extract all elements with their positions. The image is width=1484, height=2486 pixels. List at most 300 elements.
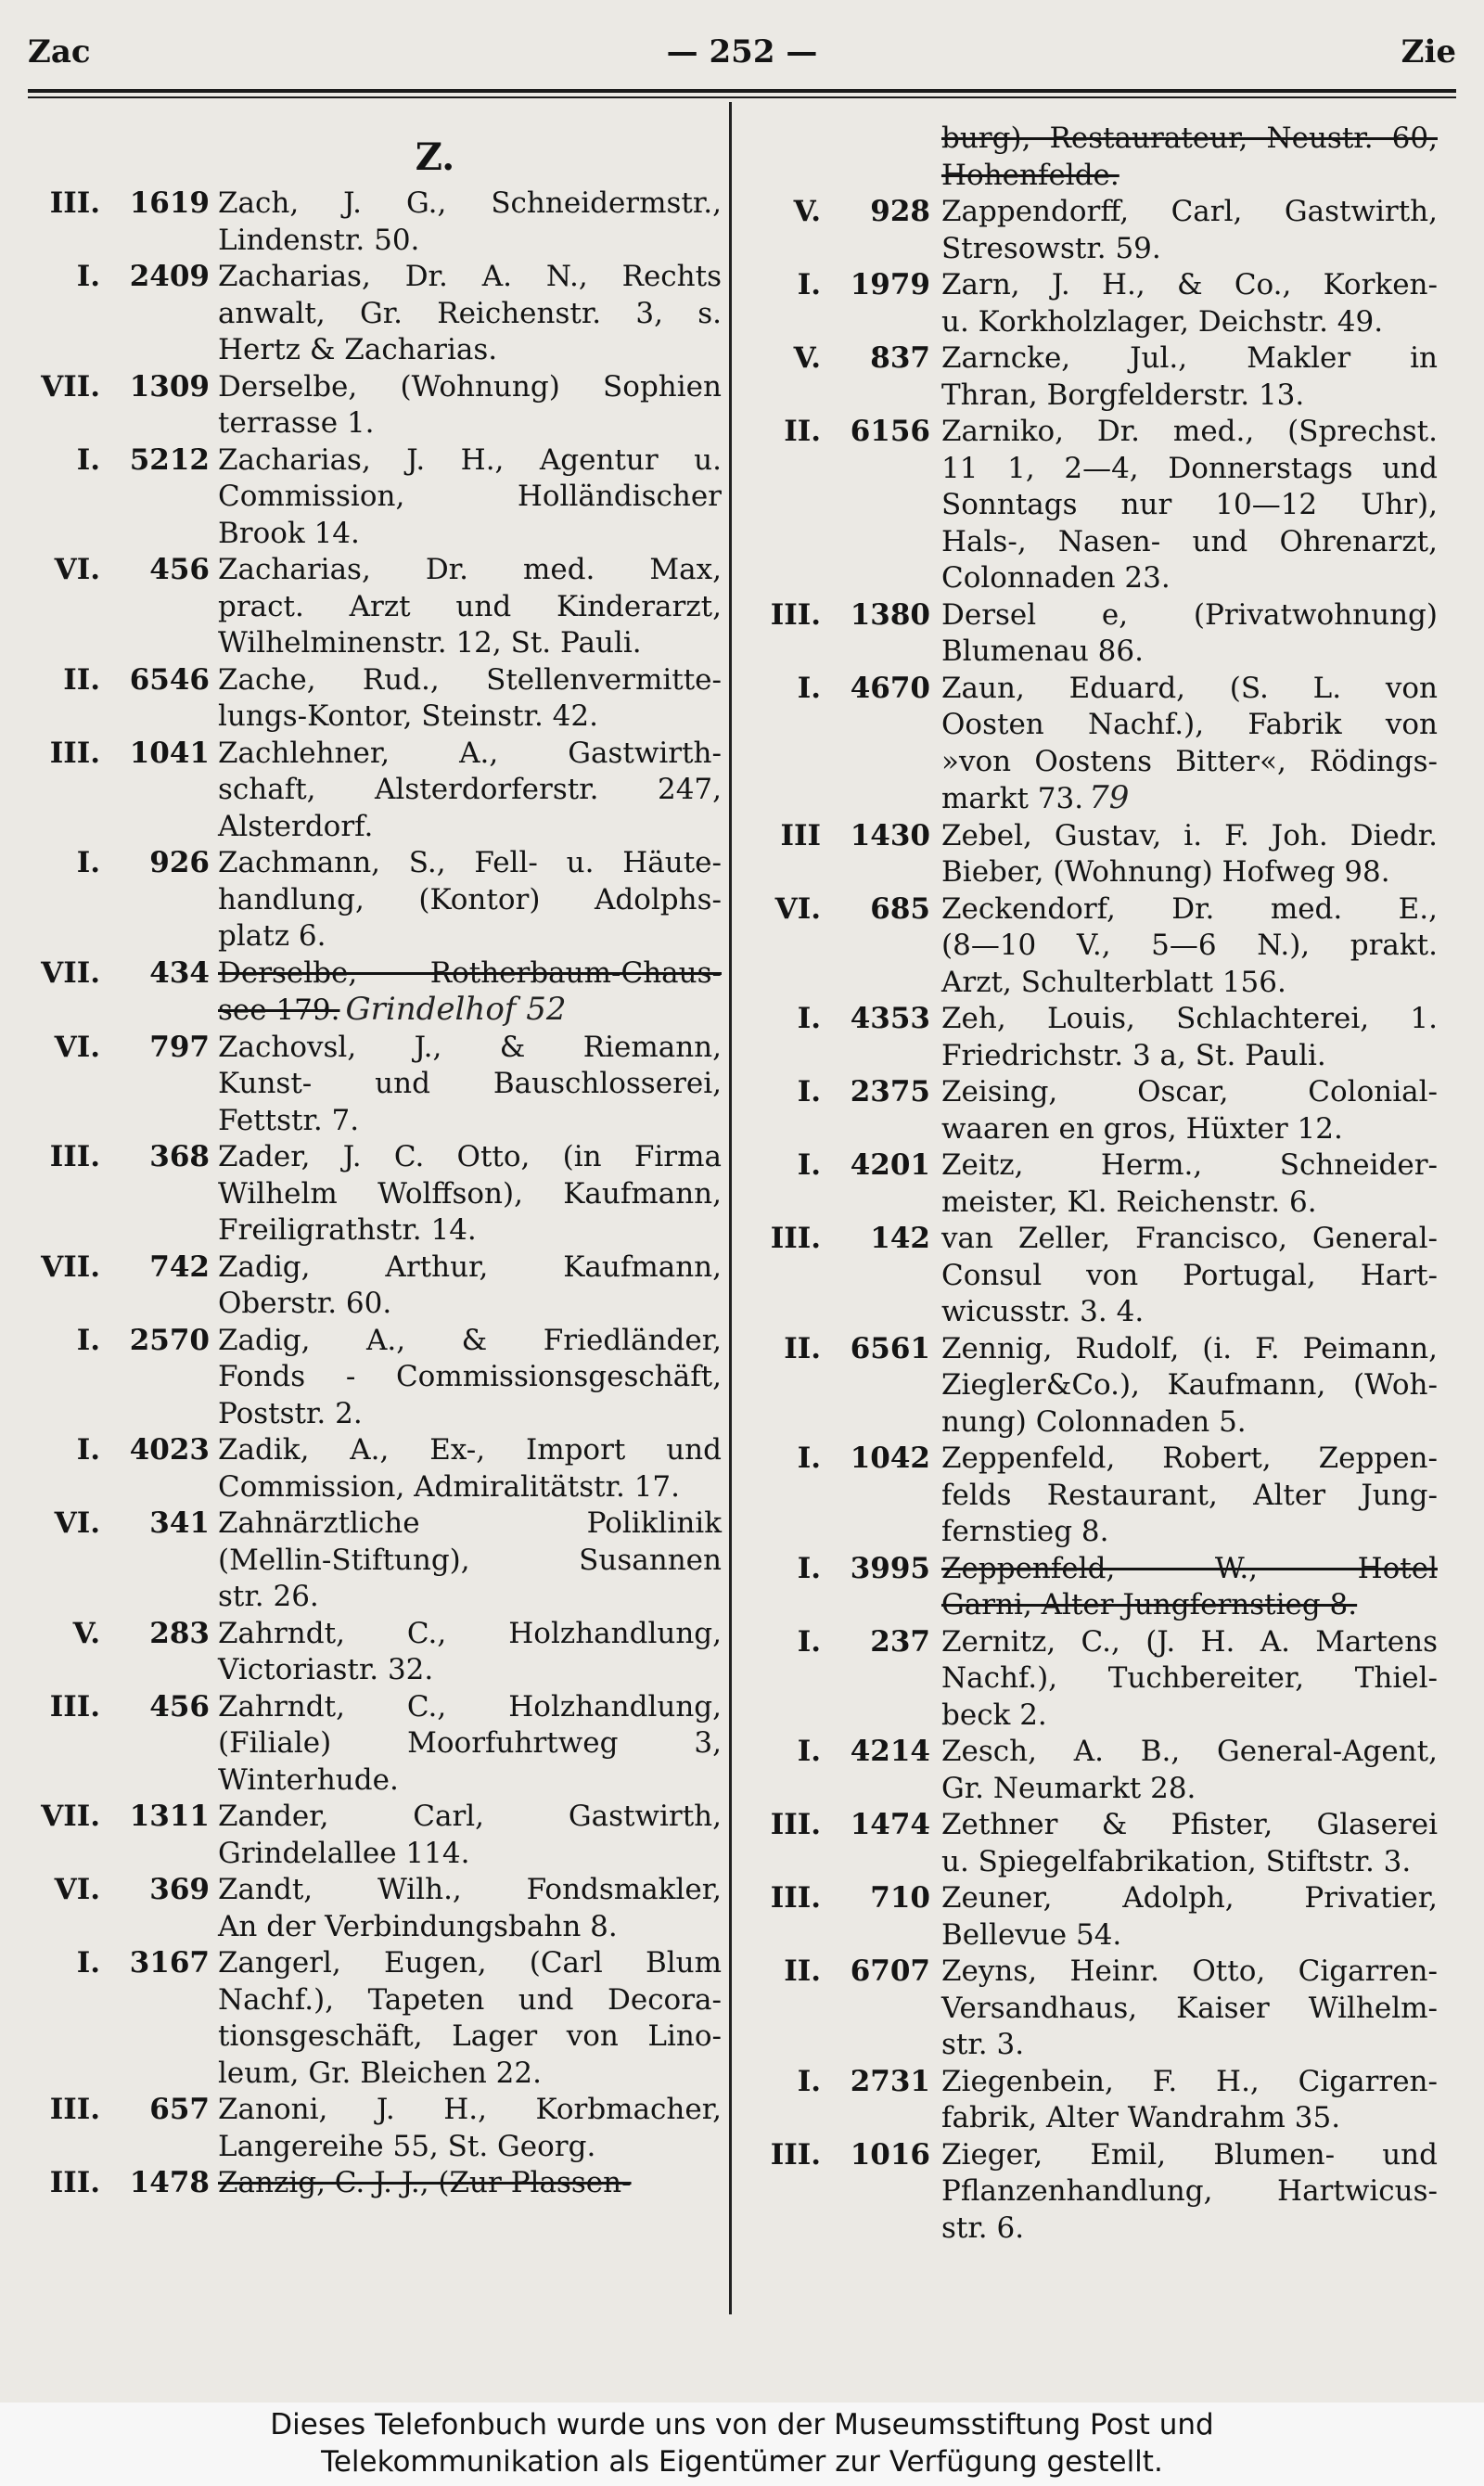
directory-entry xyxy=(28,259,722,369)
directory-entry xyxy=(737,1221,1438,1331)
phone-number xyxy=(28,369,218,406)
phone-number xyxy=(28,845,218,882)
directory-entry xyxy=(28,1139,722,1249)
exchange-district: III. xyxy=(770,597,821,632)
exchange-district: VII. xyxy=(41,1800,100,1833)
entry-text xyxy=(218,186,722,259)
exchange-district: I. xyxy=(76,846,100,879)
subscriber-number: 2375 xyxy=(850,1075,930,1108)
directory-entry xyxy=(28,1249,722,1323)
phone-number xyxy=(737,1074,941,1111)
directory-entry xyxy=(28,1799,722,1872)
exchange-district: II. xyxy=(784,1954,821,1988)
phone-number xyxy=(737,2137,941,2174)
directory-entry xyxy=(737,1880,1438,1954)
entry-line: handlung, (Kontor) Adolphs- xyxy=(218,882,722,916)
exchange-district: V. xyxy=(793,341,821,375)
entry-line: Zappendorff, Carl, Gastwirth, xyxy=(941,195,1438,228)
entry-line: Poststr. 2. xyxy=(218,1396,363,1430)
directory-entry xyxy=(28,1616,722,1689)
subscriber-number: 1042 xyxy=(850,1442,930,1475)
entry-line: »von Oostens Bitter«, Rödings- xyxy=(941,744,1438,778)
directory-entry xyxy=(28,186,722,259)
directory-entry xyxy=(737,1074,1438,1147)
entry-text xyxy=(941,1331,1438,1442)
entry-line: Blumenau 86. xyxy=(941,634,1144,668)
phone-number xyxy=(28,1945,218,1982)
entry-line: Hohenfelde. xyxy=(941,158,1119,192)
entry-line: Grindelallee 114. xyxy=(218,1836,470,1870)
entry-text xyxy=(218,552,722,662)
subscriber-number: 434 xyxy=(149,955,210,990)
footer-notice xyxy=(0,2403,1484,2486)
phone-number xyxy=(28,1689,218,1726)
directory-entry xyxy=(28,442,722,553)
entry-line: Zacharias, Dr. med. Max, xyxy=(218,553,722,586)
exchange-district: III. xyxy=(49,2166,100,2199)
phone-number xyxy=(737,194,941,231)
exchange-district: V. xyxy=(793,195,821,228)
subscriber-number: 368 xyxy=(149,1140,210,1173)
entry-text xyxy=(218,2165,722,2202)
entry-line: lungs-Kontor, Steinstr. 42. xyxy=(218,699,598,733)
phone-number xyxy=(737,891,941,929)
entry-line: Zeyns, Heinr. Otto, Cigarren- xyxy=(941,1954,1438,1988)
exchange-district: I. xyxy=(797,1148,821,1182)
exchange-district: VI. xyxy=(774,891,821,926)
entry-line: Zach, J. G., Schneidermstr., xyxy=(218,186,722,220)
entry-line: str. 6. xyxy=(941,2210,1025,2245)
entry-line: Garni, Alter Jungfernstieg 8. xyxy=(941,1588,1358,1621)
exchange-district: II. xyxy=(784,1331,821,1365)
entry-line: Consul von Portugal, Hart- xyxy=(941,1258,1438,1292)
entry-line: Brook 14. xyxy=(218,516,360,550)
right-column xyxy=(737,121,1438,2247)
phone-number xyxy=(28,186,218,223)
entry-line: Alsterdorf. xyxy=(218,809,374,843)
entry-line: Zahrndt, C., Holzhandlung, xyxy=(218,1616,722,1650)
entry-line: platz 6. xyxy=(218,919,326,953)
exchange-district: I. xyxy=(797,1075,821,1108)
entry-line: see 179. xyxy=(218,993,340,1027)
entry-line: Zanoni, J. H., Korbmacher, xyxy=(218,2093,722,2126)
subscriber-number: 2731 xyxy=(850,2064,930,2098)
exchange-district: III. xyxy=(49,1689,100,1724)
subscriber-number: 2570 xyxy=(129,1323,210,1357)
entry-text xyxy=(218,1323,722,1433)
entry-line: Pflanzenhandlung, Hartwicus- xyxy=(941,2174,1438,2208)
subscriber-number: 1430 xyxy=(850,818,930,852)
exchange-district: III. xyxy=(770,2137,821,2172)
directory-entry xyxy=(737,597,1438,671)
phone-number xyxy=(737,340,941,378)
entry-line: Zeising, Oscar, Colonial- xyxy=(941,1075,1438,1108)
entry-line: Zadig, A., & Friedländer, xyxy=(218,1323,722,1357)
exchange-district: I. xyxy=(76,442,100,477)
subscriber-number: 6156 xyxy=(850,415,930,448)
entry-line: Zahrndt, C., Holzhandlung, xyxy=(218,1689,722,1724)
entry-text xyxy=(218,1616,722,1689)
directory-entry xyxy=(737,1147,1438,1221)
directory-entry xyxy=(737,194,1438,267)
phone-number xyxy=(28,736,218,773)
directory-entry xyxy=(28,369,722,442)
entry-line: Bellevue 54. xyxy=(941,1917,1122,1952)
subscriber-number: 6561 xyxy=(850,1331,930,1365)
entry-line: str. 3. xyxy=(941,2028,1025,2061)
exchange-district: VII. xyxy=(41,1249,100,1284)
phone-number xyxy=(28,1616,218,1653)
subscriber-number: 4201 xyxy=(850,1148,930,1182)
entry-line: Commission, Holländischer xyxy=(218,480,722,513)
exchange-district: V. xyxy=(72,1616,100,1650)
directory-entry xyxy=(737,414,1438,597)
directory-entry xyxy=(28,2092,722,2165)
directory-entry xyxy=(28,845,722,955)
entry-text xyxy=(941,2137,1438,2248)
header-right-guide: Zie xyxy=(1401,33,1456,70)
handwritten-note: Grindelhof 52 xyxy=(345,991,567,1028)
header-left-guide: Zac xyxy=(28,33,91,70)
exchange-district: III. xyxy=(49,186,100,220)
entry-text xyxy=(941,1221,1438,1331)
entry-text xyxy=(941,1807,1438,1880)
exchange-district: I. xyxy=(76,260,100,293)
subscriber-number: 3167 xyxy=(129,1946,210,1980)
directory-entry xyxy=(28,1030,722,1140)
directory-entry xyxy=(737,671,1438,818)
entry-line: anwalt, Gr. Reichenstr. 3, s. xyxy=(218,296,722,330)
subscriber-number: 742 xyxy=(149,1249,210,1284)
entry-line: Zeh, Louis, Schlachterei, 1. xyxy=(941,1002,1438,1035)
entry-line: Arzt, Schulterblatt 156. xyxy=(941,965,1286,999)
phone-number xyxy=(28,1506,218,1543)
entry-line: Fettstr. 7. xyxy=(218,1103,360,1137)
exchange-district: II. xyxy=(63,662,100,697)
directory-entry xyxy=(737,1624,1438,1735)
phone-number xyxy=(737,414,941,451)
phone-number xyxy=(737,818,941,855)
phone-number xyxy=(737,1807,941,1844)
entry-line: Derselbe, Rotherbaum-Chaus- xyxy=(218,955,722,990)
entry-text xyxy=(218,1945,722,2092)
subscriber-number: 1041 xyxy=(129,736,210,770)
phone-number xyxy=(737,1954,941,1991)
entry-line: Zanzig, C. J. J., (Zur Plassen- xyxy=(218,2166,632,2199)
entry-line: wicusstr. 3. 4. xyxy=(941,1295,1145,1328)
entry-line: markt 73. xyxy=(941,782,1084,815)
exchange-district: I. xyxy=(797,1002,821,1035)
entry-line: Nachf.), Tuchbereiter, Thiel- xyxy=(941,1661,1438,1695)
entry-line: felds Restaurant, Alter Jung- xyxy=(941,1478,1438,1512)
section-letter: Z. xyxy=(415,135,455,179)
entry-line: Zarn, J. H., & Co., Korken- xyxy=(941,268,1438,301)
phone-number xyxy=(28,2092,218,2129)
entry-line: str. 26. xyxy=(218,1580,319,1613)
phone-number xyxy=(28,1139,218,1176)
phone-number xyxy=(28,1323,218,1360)
subscriber-number: 657 xyxy=(149,2093,210,2126)
entry-line: (Mellin-Stiftung), Susannen xyxy=(218,1543,722,1577)
entry-text xyxy=(941,818,1438,891)
entry-line: Bieber, (Wohnung) Hofweg 98. xyxy=(941,855,1390,889)
entry-line: (Filiale) Moorfuhrtweg 3, xyxy=(218,1726,722,1760)
exchange-district: III. xyxy=(770,1222,821,1255)
phone-number xyxy=(28,1249,218,1287)
entry-line: beck 2. xyxy=(941,1698,1047,1732)
subscriber-number: 5212 xyxy=(129,442,210,477)
exchange-district: I. xyxy=(797,671,821,705)
entry-line: terrasse 1. xyxy=(218,406,375,440)
directory-entry xyxy=(28,2165,722,2202)
entry-text xyxy=(941,1954,1438,2064)
entry-line: fabrik, Alter Wandrahm 35. xyxy=(941,2101,1341,2134)
entry-text xyxy=(218,442,722,553)
directory-entry xyxy=(737,121,1438,194)
entry-line: Zarncke, Jul., Makler in xyxy=(941,341,1438,375)
entry-line: Oosten Nachf.), Fabrik von xyxy=(941,708,1438,741)
exchange-district: III. xyxy=(49,736,100,770)
subscriber-number: 283 xyxy=(149,1616,210,1650)
directory-entry xyxy=(737,891,1438,1002)
entry-line: Zachlehner, A., Gastwirth- xyxy=(218,736,722,770)
subscriber-number: 369 xyxy=(149,1873,210,1906)
exchange-district: VI. xyxy=(54,1030,100,1064)
directory-entry xyxy=(28,955,722,1030)
entry-line: Hals-, Nasen- und Ohrenarzt, xyxy=(941,524,1438,558)
entry-text xyxy=(218,1030,722,1140)
entry-line: u. Korkholzlager, Deichstr. 49. xyxy=(941,304,1384,339)
phone-number xyxy=(737,1624,941,1661)
footer-line-2: Telekommunikation als Eigentümer zur Verfügung gestellt. xyxy=(321,2445,1163,2479)
entry-line: Freiligrathstr. 14. xyxy=(218,1213,477,1247)
directory-entry xyxy=(737,1807,1438,1880)
phone-number xyxy=(28,1872,218,1909)
entry-text xyxy=(218,1872,722,1945)
phone-number xyxy=(737,597,941,634)
entry-line: Lindenstr. 50. xyxy=(218,223,420,257)
exchange-district: I. xyxy=(76,1433,100,1467)
entry-line: An der Verbindungsbahn 8. xyxy=(218,1909,618,1943)
phone-number xyxy=(28,2165,218,2202)
exchange-district: I. xyxy=(797,268,821,301)
entry-line: Zeuner, Adolph, Privatier, xyxy=(941,1881,1438,1915)
entry-line: waaren en gros, Hüxter 12. xyxy=(941,1111,1343,1146)
entry-line: Fonds - Commissionsgeschäft, xyxy=(218,1360,722,1393)
subscriber-number: 6707 xyxy=(850,1954,930,1988)
phone-number xyxy=(737,1331,941,1368)
phone-number xyxy=(737,1441,941,1478)
entry-line: Zennig, Rudolf, (i. F. Peimann, xyxy=(941,1331,1438,1365)
exchange-district: I. xyxy=(797,2064,821,2098)
entry-line: van Zeller, Francisco, General- xyxy=(941,1222,1438,1255)
entry-line: nung) Colonnaden 5. xyxy=(941,1404,1247,1439)
entry-text xyxy=(218,1506,722,1616)
directory-entry xyxy=(28,1432,722,1506)
entry-line: meister, Kl. Reichenstr. 6. xyxy=(941,1185,1317,1219)
subscriber-number: 1474 xyxy=(850,1808,930,1841)
entry-line: Wilhelminenstr. 12, St. Pauli. xyxy=(218,626,642,660)
entry-line: (8—10 V., 5—6 N.), prakt. xyxy=(941,929,1438,962)
entry-line: Zadig, Arthur, Kaufmann, xyxy=(218,1249,722,1284)
exchange-district: VI. xyxy=(54,1506,100,1540)
directory-entry xyxy=(28,736,722,846)
subscriber-number: 4353 xyxy=(850,1002,930,1035)
entry-line: fernstieg 8. xyxy=(941,1515,1109,1548)
subscriber-number: 2409 xyxy=(129,260,210,293)
entry-line: u. Spiegelfabrikation, Stiftstr. 3. xyxy=(941,1844,1412,1878)
entry-text xyxy=(218,662,722,736)
entry-line: Versandhaus, Kaiser Wilhelm- xyxy=(941,1991,1438,2025)
phone-number xyxy=(28,1799,218,1836)
phone-number xyxy=(28,1432,218,1469)
phone-number xyxy=(28,955,218,993)
phone-number xyxy=(737,1734,941,1771)
phone-number xyxy=(28,442,218,480)
directory-entry xyxy=(737,2064,1438,2137)
entry-line: Zacharias, J. H., Agentur u. xyxy=(218,442,722,477)
entry-line: Victoriastr. 32. xyxy=(218,1653,434,1686)
directory-entry xyxy=(737,340,1438,414)
directory-entry xyxy=(737,1734,1438,1807)
column-divider xyxy=(729,102,732,2314)
directory-entry xyxy=(737,818,1438,891)
exchange-district: III. xyxy=(49,2093,100,2126)
entry-line: Stresowstr. 59. xyxy=(941,231,1161,265)
phone-number xyxy=(28,552,218,589)
exchange-district: I. xyxy=(797,1624,821,1659)
entry-text xyxy=(941,1441,1438,1551)
entry-line: Thran, Borgfelderstr. 13. xyxy=(941,378,1305,412)
phone-number xyxy=(737,1221,941,1258)
exchange-district: VII. xyxy=(41,369,100,404)
directory-entry xyxy=(28,1689,722,1800)
exchange-district: VI. xyxy=(54,1873,100,1906)
subscriber-number: 685 xyxy=(870,891,930,926)
entry-line: 11 1, 2—4, Donnerstags und xyxy=(941,451,1438,485)
entry-text xyxy=(941,891,1438,1002)
entry-text xyxy=(941,1624,1438,1735)
entry-text xyxy=(218,369,722,442)
entry-line: Zander, Carl, Gastwirth, xyxy=(218,1800,722,1833)
subscriber-number: 1478 xyxy=(129,2166,210,2199)
entry-line: Nachf.), Tapeten und Decora- xyxy=(218,1982,722,2017)
footer-line-1: Dieses Telefonbuch wurde uns von der Museumsstiftung Post und xyxy=(270,2408,1214,2441)
exchange-district: II. xyxy=(784,415,821,448)
entry-text xyxy=(941,671,1438,818)
exchange-district: I. xyxy=(797,1442,821,1475)
entry-line: Zachmann, S., Fell- u. Häute- xyxy=(218,846,722,879)
entry-text xyxy=(941,597,1438,671)
exchange-district: I. xyxy=(797,1735,821,1768)
directory-entry xyxy=(737,1441,1438,1551)
phone-number xyxy=(737,671,941,708)
subscriber-number: 1309 xyxy=(129,369,210,404)
entry-line: Zieger, Emil, Blumen- und xyxy=(941,2137,1438,2172)
entry-line: Zandt, Wilh., Fondsmakler, xyxy=(218,1873,722,1906)
entry-text xyxy=(218,1799,722,1872)
subscriber-number: 837 xyxy=(870,341,930,375)
exchange-district: III xyxy=(780,818,821,852)
directory-entry xyxy=(737,1001,1438,1074)
entry-line: Ziegler&Co.), Kaufmann, (Woh- xyxy=(941,1368,1438,1402)
entry-line: Zebel, Gustav, i. F. Joh. Diedr. xyxy=(941,818,1438,852)
entry-text xyxy=(941,1734,1438,1807)
entry-text xyxy=(218,955,722,1030)
entry-text xyxy=(941,1551,1438,1624)
entry-line: schaft, Alsterdorferstr. 247, xyxy=(218,773,722,806)
exchange-district: I. xyxy=(76,1323,100,1357)
entry-line: Zachovsl, J., & Riemann, xyxy=(218,1030,722,1064)
entry-line: leum, Gr. Bleichen 22. xyxy=(218,2056,542,2090)
entry-line: Gr. Neumarkt 28. xyxy=(941,1771,1196,1805)
entry-text xyxy=(218,845,722,955)
entry-line: Zangerl, Eugen, (Carl Blum xyxy=(218,1946,722,1980)
entry-text xyxy=(941,414,1438,597)
entry-line: pract. Arzt und Kinderarzt, xyxy=(218,589,722,623)
left-column xyxy=(28,130,722,2202)
exchange-district: VII. xyxy=(41,955,100,990)
phone-number xyxy=(28,662,218,699)
entry-text xyxy=(941,1074,1438,1147)
entry-line: Derselbe, (Wohnung) Sophien xyxy=(218,369,722,404)
entry-text xyxy=(218,1249,722,1323)
entry-text xyxy=(218,736,722,846)
directory-entry xyxy=(737,1954,1438,2064)
entry-line: Oberstr. 60. xyxy=(218,1287,392,1320)
entry-line: burg), Restaurateur, Neustr. 60, xyxy=(941,122,1438,155)
entry-line: Friedrichstr. 3 a, St. Pauli. xyxy=(941,1038,1326,1072)
subscriber-number: 6546 xyxy=(129,662,210,697)
subscriber-number: 1380 xyxy=(850,597,930,632)
phone-number xyxy=(737,1001,941,1038)
entry-line: Zaun, Eduard, (S. L. von xyxy=(941,671,1438,705)
entry-text xyxy=(218,1432,722,1506)
entry-text xyxy=(218,2092,722,2165)
directory-entry xyxy=(28,1945,722,2092)
entry-line: Zader, J. C. Otto, (in Firma xyxy=(218,1140,722,1173)
phone-number xyxy=(737,1147,941,1185)
subscriber-number: 1311 xyxy=(129,1800,210,1833)
phone-number xyxy=(28,1030,218,1067)
entry-text xyxy=(941,340,1438,414)
phone-number xyxy=(737,1551,941,1588)
directory-entry xyxy=(28,662,722,736)
entry-line: Kunst- und Bauschlosserei, xyxy=(218,1067,722,1100)
entry-line: Zeckendorf, Dr. med. E., xyxy=(941,891,1438,926)
entry-line: Ziegenbein, F. H., Cigarren- xyxy=(941,2064,1438,2098)
entry-line: tionsgeschäft, Lager von Lino- xyxy=(218,2019,722,2053)
directory-entry xyxy=(28,1323,722,1433)
entry-line: Zadik, A., Ex-, Import und xyxy=(218,1433,722,1467)
entry-text xyxy=(941,1001,1438,1074)
entry-line: Zernitz, C., (J. H. A. Martens xyxy=(941,1624,1438,1659)
phone-number xyxy=(737,1880,941,1917)
entry-line: Zeppenfeld, Robert, Zeppen- xyxy=(941,1442,1438,1475)
entry-text xyxy=(941,1880,1438,1954)
exchange-district: I. xyxy=(797,1551,821,1585)
directory-entry xyxy=(737,1331,1438,1442)
subscriber-number: 797 xyxy=(149,1030,210,1064)
entry-line: Wilhelm Wolffson), Kaufmann, xyxy=(218,1176,722,1211)
subscriber-number: 142 xyxy=(870,1222,930,1255)
directory-entry xyxy=(28,1872,722,1945)
directory-entry xyxy=(28,1506,722,1616)
handwritten-note: 79 xyxy=(1089,779,1130,816)
subscriber-number: 710 xyxy=(870,1881,930,1915)
entry-line: Zesch, A. B., General-Agent, xyxy=(941,1735,1438,1768)
exchange-district: VI. xyxy=(54,553,100,586)
